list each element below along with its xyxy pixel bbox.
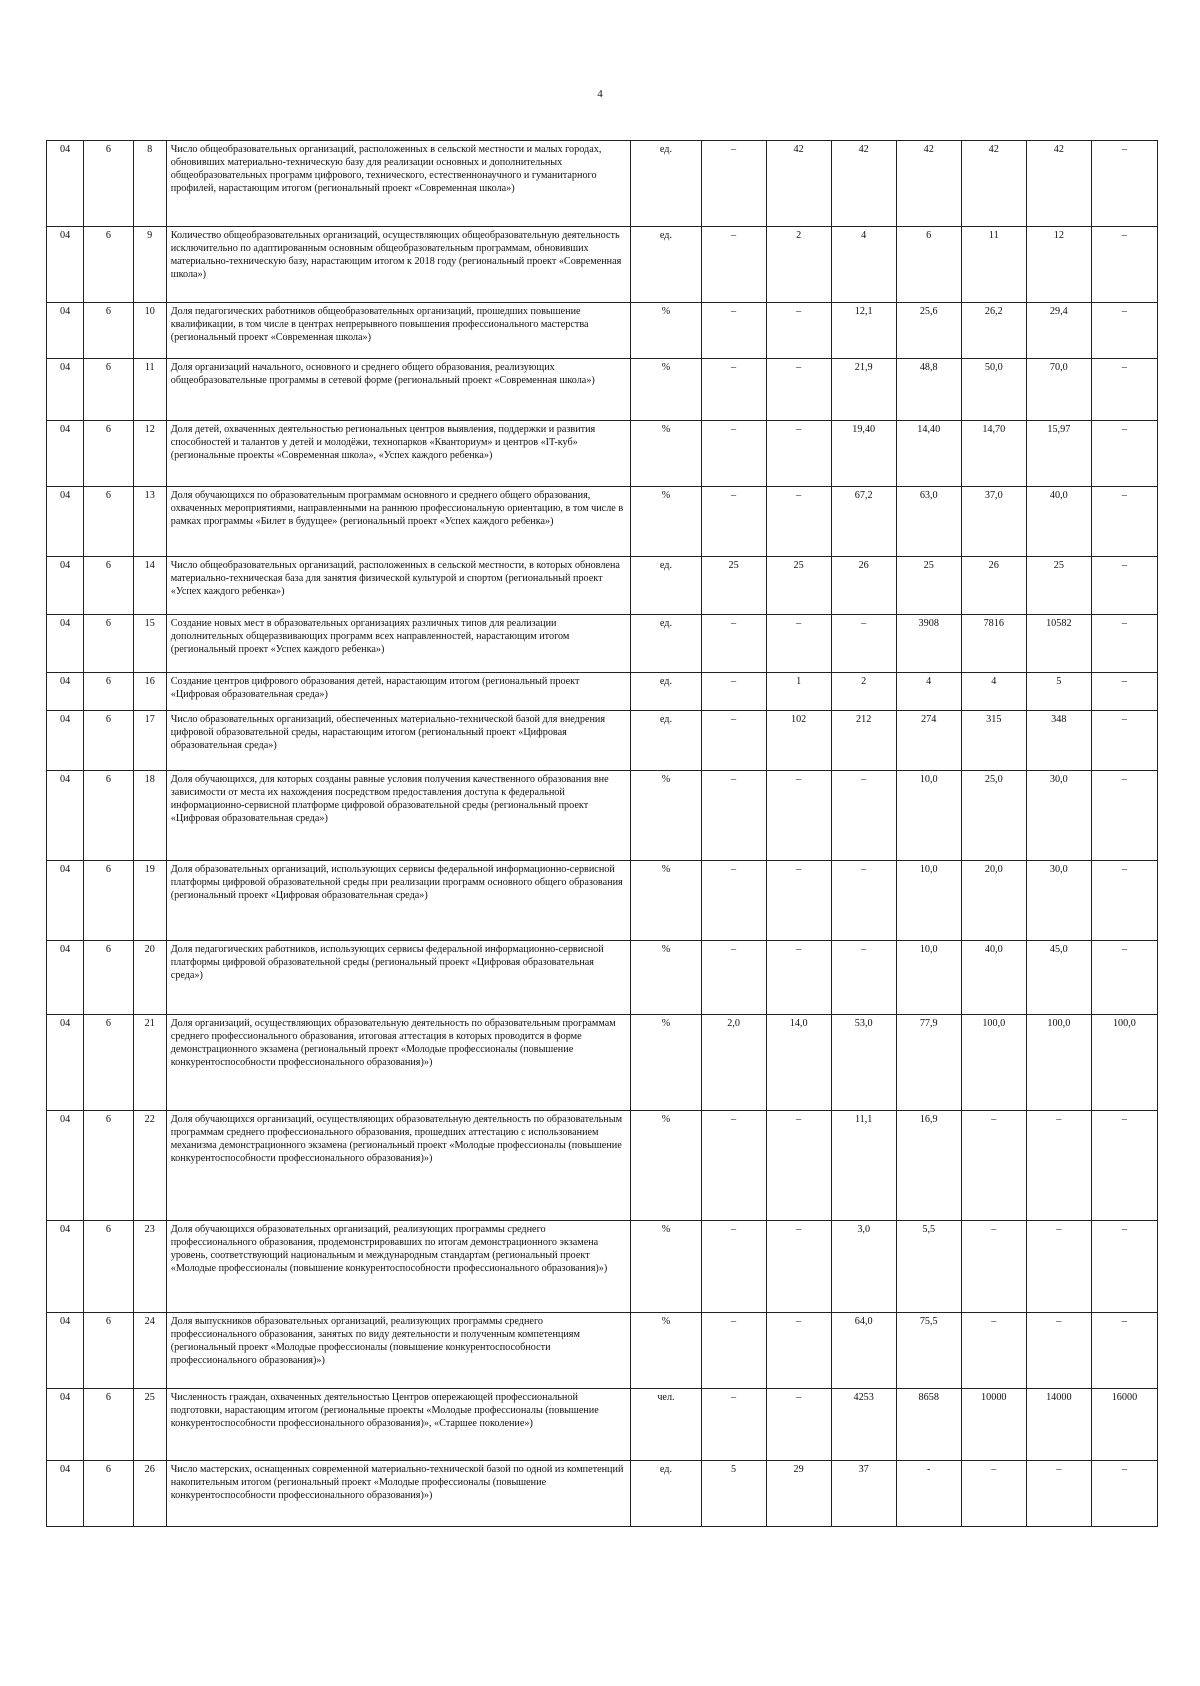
row-value: – <box>831 771 896 861</box>
row-code-a: 04 <box>47 421 84 487</box>
table-row <box>47 673 1158 711</box>
row-code-a: 04 <box>47 303 84 359</box>
row-value: 274 <box>896 711 961 771</box>
row-value: – <box>766 941 831 1015</box>
row-value: 2 <box>766 227 831 303</box>
row-indicator-text: Доля педагогических работников общеобразовательных организаций, прошедших повышение квалификации, в том числе в центрах непрерывного повышения профессионального мастерства (региональный проект «Современная школа») <box>166 303 631 359</box>
row-code-b: 6 <box>84 557 134 615</box>
indicators-table <box>46 140 1158 1527</box>
row-value: – <box>766 1389 831 1461</box>
row-value: – <box>766 771 831 861</box>
row-code-a: 04 <box>47 1221 84 1313</box>
row-value: – <box>1091 1461 1157 1527</box>
row-value: 3,0 <box>831 1221 896 1313</box>
row-value: 12,1 <box>831 303 896 359</box>
table-row <box>47 941 1158 1015</box>
row-indicator-text: Доля педагогических работников, использующих сервисы федеральной информационно-сервисной платформы цифровой образовательной среды (региональный проект «Цифровая образовательная среда») <box>166 941 631 1015</box>
row-value: 10582 <box>1026 615 1091 673</box>
row-code-a: 04 <box>47 141 84 227</box>
row-value: 3908 <box>896 615 961 673</box>
row-code-b: 6 <box>84 359 134 421</box>
row-value: – <box>1026 1461 1091 1527</box>
row-indicator-text: Доля образовательных организаций, использующих сервисы федеральной информационно-сервисной платформы цифровой образовательной среды при реализации программ основного общего образования (региональный проект «Цифровая образовательная среда») <box>166 861 631 941</box>
row-code-b: 6 <box>84 227 134 303</box>
row-value: 42 <box>961 141 1026 227</box>
row-code-a: 04 <box>47 941 84 1015</box>
table-row <box>47 359 1158 421</box>
row-number: 24 <box>133 1313 166 1389</box>
row-unit: ед. <box>631 711 701 771</box>
row-value: 25 <box>1026 557 1091 615</box>
row-value: 29,4 <box>1026 303 1091 359</box>
row-value: 67,2 <box>831 487 896 557</box>
row-code-a: 04 <box>47 861 84 941</box>
row-value: 348 <box>1026 711 1091 771</box>
row-value: – <box>701 771 766 861</box>
row-unit: ед. <box>631 227 701 303</box>
row-unit: % <box>631 359 701 421</box>
row-number: 8 <box>133 141 166 227</box>
row-unit: % <box>631 303 701 359</box>
table-row <box>47 303 1158 359</box>
row-value: – <box>701 141 766 227</box>
row-code-b: 6 <box>84 615 134 673</box>
row-value: – <box>1091 1313 1157 1389</box>
row-number: 17 <box>133 711 166 771</box>
row-value: – <box>1091 227 1157 303</box>
row-value: 30,0 <box>1026 861 1091 941</box>
row-value: – <box>1091 141 1157 227</box>
row-value: 40,0 <box>1026 487 1091 557</box>
row-value: – <box>1091 303 1157 359</box>
row-value: 4253 <box>831 1389 896 1461</box>
row-value: – <box>701 615 766 673</box>
row-value: 5 <box>701 1461 766 1527</box>
row-value: 19,40 <box>831 421 896 487</box>
row-value: – <box>1091 421 1157 487</box>
page-number: 4 <box>597 88 603 100</box>
row-value: – <box>1091 487 1157 557</box>
table-row <box>47 1389 1158 1461</box>
row-value: 4 <box>831 227 896 303</box>
row-value: – <box>1091 359 1157 421</box>
row-value: 11,1 <box>831 1111 896 1221</box>
row-value: 1 <box>766 673 831 711</box>
row-value: – <box>701 1313 766 1389</box>
row-value: 40,0 <box>961 941 1026 1015</box>
row-unit: ед. <box>631 673 701 711</box>
row-value: – <box>1091 1111 1157 1221</box>
row-code-b: 6 <box>84 1015 134 1111</box>
row-value: 77,9 <box>896 1015 961 1111</box>
row-code-a: 04 <box>47 359 84 421</box>
row-value: 25,6 <box>896 303 961 359</box>
row-value: 42 <box>831 141 896 227</box>
row-value: – <box>1091 1221 1157 1313</box>
row-value: 26 <box>831 557 896 615</box>
row-number: 16 <box>133 673 166 711</box>
row-value: - <box>896 1461 961 1527</box>
row-number: 14 <box>133 557 166 615</box>
row-code-b: 6 <box>84 421 134 487</box>
row-number: 23 <box>133 1221 166 1313</box>
row-indicator-text: Количество общеобразовательных организаций, осуществляющих общеобразовательную деятельность исключительно по адаптированным основным общеобразовательным программам, обновивших материально-техническую базу, нарастающим итогом к 2018 году (региональный проект «Современная школа») <box>166 227 631 303</box>
row-code-b: 6 <box>84 303 134 359</box>
row-number: 26 <box>133 1461 166 1527</box>
row-value: 16000 <box>1091 1389 1157 1461</box>
row-unit: % <box>631 1221 701 1313</box>
row-value: 10000 <box>961 1389 1026 1461</box>
row-value: – <box>701 1111 766 1221</box>
row-number: 11 <box>133 359 166 421</box>
table-row <box>47 711 1158 771</box>
row-value: – <box>766 1313 831 1389</box>
row-value: 25 <box>896 557 961 615</box>
row-value: 100,0 <box>1026 1015 1091 1111</box>
row-value: 29 <box>766 1461 831 1527</box>
row-value: 12 <box>1026 227 1091 303</box>
row-code-a: 04 <box>47 711 84 771</box>
row-value: – <box>766 359 831 421</box>
row-value: 26,2 <box>961 303 1026 359</box>
table-row <box>47 1111 1158 1221</box>
row-unit: ед. <box>631 615 701 673</box>
row-value: 15,97 <box>1026 421 1091 487</box>
row-value: – <box>766 487 831 557</box>
row-code-a: 04 <box>47 771 84 861</box>
row-code-a: 04 <box>47 227 84 303</box>
row-code-a: 04 <box>47 1111 84 1221</box>
row-number: 9 <box>133 227 166 303</box>
row-code-b: 6 <box>84 941 134 1015</box>
row-value: 5 <box>1026 673 1091 711</box>
row-value: – <box>1091 941 1157 1015</box>
table-row <box>47 1313 1158 1389</box>
row-value: 25,0 <box>961 771 1026 861</box>
row-value: 37,0 <box>961 487 1026 557</box>
row-indicator-text: Доля обучающихся организаций, осуществляющих образовательную деятельность по образовательным программам среднего профессионального образования, прошедших аттестацию с использованием механизма демонстрационного экзамена (региональный проект «Молодые профессионалы (повышение конкурентоспособности профессионального образования)») <box>166 1111 631 1221</box>
row-value: – <box>701 303 766 359</box>
row-number: 20 <box>133 941 166 1015</box>
row-value: – <box>701 1389 766 1461</box>
table-row <box>47 1221 1158 1313</box>
row-indicator-text: Доля обучающихся по образовательным программам основного и среднего общего образования, охваченных мероприятиями, направленными на раннюю профессиональную ориентацию, в том числе в рамках программы «Билет в будущее» (региональный проект «Успех каждого ребенка») <box>166 487 631 557</box>
row-value: 64,0 <box>831 1313 896 1389</box>
row-value: 315 <box>961 711 1026 771</box>
row-indicator-text: Доля детей, охваченных деятельностью региональных центров выявления, поддержки и развития способностей и талантов у детей и молодёжи, технопарков «Кванториум» и центров «IT-куб» (региональные проекты «Современная школа», «Успех каждого ребенка») <box>166 421 631 487</box>
row-indicator-text: Создание новых мест в образовательных организациях различных типов для реализации дополнительных общеразвивающих программ всех направленностей, нарастающим итогом (региональный проект «Успех каждого ребенка») <box>166 615 631 673</box>
row-number: 19 <box>133 861 166 941</box>
row-unit: % <box>631 421 701 487</box>
row-code-b: 6 <box>84 1313 134 1389</box>
row-value: – <box>1026 1111 1091 1221</box>
row-code-a: 04 <box>47 1389 84 1461</box>
row-value: – <box>701 359 766 421</box>
row-indicator-text: Создание центров цифрового образования детей, нарастающим итогом (региональный проект «Цифровая образовательная среда») <box>166 673 631 711</box>
row-code-a: 04 <box>47 487 84 557</box>
row-unit: % <box>631 1111 701 1221</box>
row-value: 14,70 <box>961 421 1026 487</box>
row-indicator-text: Число образовательных организаций, обеспеченных материально-технической базой для внедрения цифровой образовательной среды, нарастающим итогом (региональный проект «Цифровая образовательная среда») <box>166 711 631 771</box>
row-code-b: 6 <box>84 141 134 227</box>
row-value: – <box>701 227 766 303</box>
row-number: 12 <box>133 421 166 487</box>
row-value: – <box>1091 673 1157 711</box>
row-indicator-text: Доля обучающихся, для которых созданы равные условия получения качественного образования вне зависимости от места их нахождения посредством предоставления доступа к федеральной информационно-сервисной платформе цифровой образовательной среды (региональный проект «Цифровая образовательная среда») <box>166 771 631 861</box>
row-value: – <box>701 1221 766 1313</box>
row-value: 75,5 <box>896 1313 961 1389</box>
row-value: – <box>766 421 831 487</box>
row-code-a: 04 <box>47 615 84 673</box>
row-value: 6 <box>896 227 961 303</box>
table-row <box>47 1015 1158 1111</box>
row-value: – <box>961 1313 1026 1389</box>
row-value: 25 <box>701 557 766 615</box>
row-indicator-text: Число мастерских, оснащенных современной материально-технической базой по одной из компетенций накопительным итогом (региональный проект «Молодые профессионалы (повышение конкурентоспособности профессионального образования)») <box>166 1461 631 1527</box>
row-number: 18 <box>133 771 166 861</box>
row-code-a: 04 <box>47 673 84 711</box>
row-value: – <box>701 711 766 771</box>
row-value: 100,0 <box>961 1015 1026 1111</box>
row-value: – <box>961 1221 1026 1313</box>
row-code-b: 6 <box>84 861 134 941</box>
row-unit: % <box>631 1015 701 1111</box>
row-value: 10,0 <box>896 861 961 941</box>
table-row <box>47 861 1158 941</box>
row-value: – <box>961 1461 1026 1527</box>
row-indicator-text: Доля организаций начального, основного и среднего общего образования, реализующих общеобразовательные программы в сетевой форме (региональный проект «Современная школа») <box>166 359 631 421</box>
row-value: 50,0 <box>961 359 1026 421</box>
row-indicator-text: Доля выпускников образовательных организаций, реализующих программы среднего профессионального образования, занятых по виду деятельности и полученным компетенциям (региональный проект «Молодые профессионалы (повышение конкурентоспособности профессионального образования)») <box>166 1313 631 1389</box>
row-number: 21 <box>133 1015 166 1111</box>
row-unit: % <box>631 771 701 861</box>
row-code-b: 6 <box>84 711 134 771</box>
row-code-b: 6 <box>84 673 134 711</box>
row-value: 42 <box>1026 141 1091 227</box>
row-unit: % <box>631 1313 701 1389</box>
row-value: – <box>766 615 831 673</box>
row-value: 2,0 <box>701 1015 766 1111</box>
row-indicator-text: Доля организаций, осуществляющих образовательную деятельность по образовательным программам среднего профессионального образования, итоговая аттестация в которых проводится в форме демонстрационного экзамена (региональный проект «Молодые профессионалы (повышение конкурентоспособности профессионального образования)») <box>166 1015 631 1111</box>
row-value: 48,8 <box>896 359 961 421</box>
row-value: – <box>831 941 896 1015</box>
row-value: 4 <box>896 673 961 711</box>
row-value: 30,0 <box>1026 771 1091 861</box>
row-value: – <box>1091 771 1157 861</box>
row-value: 4 <box>961 673 1026 711</box>
row-value: 5,5 <box>896 1221 961 1313</box>
table-row <box>47 1461 1158 1527</box>
row-value: 7816 <box>961 615 1026 673</box>
row-value: 14,0 <box>766 1015 831 1111</box>
row-code-a: 04 <box>47 557 84 615</box>
table-row <box>47 487 1158 557</box>
row-indicator-text: Численность граждан, охваченных деятельностью Центров опережающей профессиональной подготовки, нарастающим итогом (региональные проекты «Молодые профессионалы (повышение конкурентоспособности профессионального образования)», «Старшее поколение») <box>166 1389 631 1461</box>
row-code-b: 6 <box>84 1111 134 1221</box>
row-value: 16,9 <box>896 1111 961 1221</box>
row-value: 2 <box>831 673 896 711</box>
row-number: 13 <box>133 487 166 557</box>
table-row <box>47 615 1158 673</box>
row-code-b: 6 <box>84 1461 134 1527</box>
row-value: 212 <box>831 711 896 771</box>
row-code-b: 6 <box>84 1389 134 1461</box>
row-indicator-text: Доля обучающихся образовательных организаций, реализующих программы среднего профессионального образования, продемонстрировавших по итогам демонстрационного экзамена уровень, соответствующий национальным и международным стандартам (региональный проект «Молодые профессионалы (повышение конкурентоспособности профессионального образования)») <box>166 1221 631 1313</box>
row-code-a: 04 <box>47 1313 84 1389</box>
table-row <box>47 227 1158 303</box>
row-value: – <box>831 861 896 941</box>
row-value: 8658 <box>896 1389 961 1461</box>
row-code-b: 6 <box>84 487 134 557</box>
row-value: 100,0 <box>1091 1015 1157 1111</box>
row-value: 25 <box>766 557 831 615</box>
row-value: – <box>701 487 766 557</box>
row-value: 14,40 <box>896 421 961 487</box>
table-row <box>47 771 1158 861</box>
row-value: 42 <box>896 141 961 227</box>
table-row <box>47 557 1158 615</box>
row-code-b: 6 <box>84 771 134 861</box>
row-value: 14000 <box>1026 1389 1091 1461</box>
row-unit: чел. <box>631 1389 701 1461</box>
table-row <box>47 141 1158 227</box>
row-unit: % <box>631 941 701 1015</box>
row-value: – <box>766 303 831 359</box>
row-value: – <box>1026 1221 1091 1313</box>
row-value: – <box>1091 861 1157 941</box>
row-value: 11 <box>961 227 1026 303</box>
row-value: – <box>701 861 766 941</box>
row-value: 45,0 <box>1026 941 1091 1015</box>
row-value: 10,0 <box>896 941 961 1015</box>
row-number: 25 <box>133 1389 166 1461</box>
row-number: 22 <box>133 1111 166 1221</box>
row-code-a: 04 <box>47 1461 84 1527</box>
row-value: 20,0 <box>961 861 1026 941</box>
row-unit: % <box>631 487 701 557</box>
row-value: 42 <box>766 141 831 227</box>
row-number: 15 <box>133 615 166 673</box>
table-row <box>47 421 1158 487</box>
row-value: – <box>766 861 831 941</box>
row-value: – <box>1091 711 1157 771</box>
row-value: – <box>831 615 896 673</box>
row-value: 63,0 <box>896 487 961 557</box>
row-value: 37 <box>831 1461 896 1527</box>
table-body <box>47 141 1158 1527</box>
row-value: 102 <box>766 711 831 771</box>
row-number: 10 <box>133 303 166 359</box>
row-value: – <box>701 673 766 711</box>
row-value: 70,0 <box>1026 359 1091 421</box>
row-value: 53,0 <box>831 1015 896 1111</box>
row-value: – <box>1091 557 1157 615</box>
row-value: – <box>961 1111 1026 1221</box>
row-unit: ед. <box>631 1461 701 1527</box>
row-value: – <box>766 1111 831 1221</box>
row-indicator-text: Число общеобразовательных организаций, расположенных в сельской местности и малых городах, обновивших материально-техническую базу для реализации основных и дополнительных общеобразовательных программ цифрового, технического, естественнонаучного и гуманитарного профилей, нарастающим итогом (региональный проект «Современная школа») <box>166 141 631 227</box>
row-unit: % <box>631 861 701 941</box>
row-value: – <box>766 1221 831 1313</box>
row-value: – <box>701 941 766 1015</box>
row-indicator-text: Число общеобразовательных организаций, расположенных в сельской местности, в которых обновлена материально-техническая база для занятия физической культурой и спортом (региональный проект «Успех каждого ребенка») <box>166 557 631 615</box>
row-value: – <box>701 421 766 487</box>
row-value: 10,0 <box>896 771 961 861</box>
row-unit: ед. <box>631 141 701 227</box>
row-value: 26 <box>961 557 1026 615</box>
row-unit: ед. <box>631 557 701 615</box>
row-value: – <box>1026 1313 1091 1389</box>
row-code-a: 04 <box>47 1015 84 1111</box>
row-value: 21,9 <box>831 359 896 421</box>
row-code-b: 6 <box>84 1221 134 1313</box>
row-value: – <box>1091 615 1157 673</box>
